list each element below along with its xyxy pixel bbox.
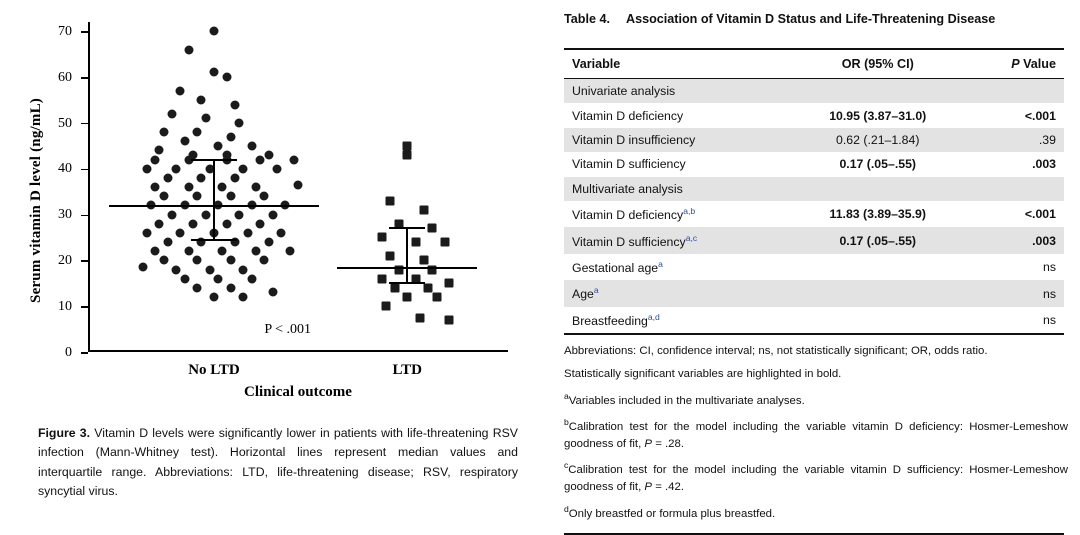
data-point bbox=[260, 256, 269, 265]
y-tick bbox=[58, 207, 88, 223]
x-axis-line bbox=[88, 350, 508, 352]
cell-variable: Vitamin D insufficiency bbox=[564, 128, 788, 152]
data-point bbox=[252, 247, 261, 256]
x-tick-label: LTD bbox=[392, 362, 422, 378]
cell-variable: Vitamin D sufficiency$^{a,c}$ bbox=[564, 227, 788, 253]
data-point bbox=[273, 164, 282, 173]
data-point bbox=[151, 155, 160, 164]
data-point bbox=[420, 256, 429, 265]
y-tick-label: 70 bbox=[58, 23, 72, 39]
cell-or bbox=[788, 280, 967, 306]
data-point bbox=[289, 155, 298, 164]
x-tick-label: No LTD bbox=[188, 362, 240, 378]
y-tick-label: 60 bbox=[58, 69, 72, 85]
footnote-marker: a bbox=[593, 285, 599, 296]
y-axis-title: Serum vitamin D level (ng/mL) bbox=[28, 98, 44, 303]
footnote-marker: c bbox=[564, 460, 569, 471]
data-point bbox=[138, 263, 147, 272]
y-tick-label: 40 bbox=[58, 161, 72, 177]
data-point bbox=[180, 137, 189, 146]
data-point bbox=[222, 73, 231, 82]
data-point bbox=[231, 100, 240, 109]
data-point bbox=[386, 196, 395, 205]
data-point bbox=[159, 256, 168, 265]
column-header-pvalue bbox=[967, 49, 1064, 79]
cell-or bbox=[788, 177, 967, 201]
data-point bbox=[189, 219, 198, 228]
iqr-cap bbox=[389, 282, 425, 284]
cell-variable: Vitamin D deficiency bbox=[572, 108, 684, 123]
data-point bbox=[235, 118, 244, 127]
data-point bbox=[243, 228, 252, 237]
iqr-cap bbox=[191, 239, 237, 241]
data-point bbox=[403, 141, 412, 150]
table-title-text: Association of Vitamin D Status and Life-Threatening Disease bbox=[625, 12, 996, 26]
p-value-annotation bbox=[264, 322, 311, 338]
data-point bbox=[155, 219, 164, 228]
table-row bbox=[564, 254, 1064, 280]
data-point bbox=[197, 173, 206, 182]
data-point bbox=[445, 315, 454, 324]
table-footnotes bbox=[564, 343, 1068, 529]
cell-pvalue: ns bbox=[1043, 260, 1056, 275]
data-point bbox=[390, 283, 399, 292]
y-axis-line bbox=[88, 22, 90, 352]
data-point bbox=[201, 210, 210, 219]
table-label: Table 4. bbox=[564, 12, 610, 26]
data-point bbox=[239, 164, 248, 173]
iqr-cap bbox=[191, 159, 237, 161]
data-point bbox=[197, 95, 206, 104]
iqr-cap bbox=[389, 227, 425, 229]
data-point bbox=[210, 68, 219, 77]
table-section-row bbox=[564, 177, 1064, 201]
footnote bbox=[564, 343, 1068, 360]
y-tick-label: 50 bbox=[58, 115, 72, 131]
data-point bbox=[176, 228, 185, 237]
data-point bbox=[155, 146, 164, 155]
scatter-plot bbox=[20, 8, 520, 408]
footnote-text: Variables included in the multivariate analyses. bbox=[568, 394, 805, 407]
cell-variable: Multivariate analysis bbox=[564, 177, 788, 201]
figure-caption-label: Figure 3. bbox=[38, 426, 91, 440]
data-point bbox=[226, 283, 235, 292]
data-point bbox=[277, 228, 286, 237]
data-point bbox=[142, 164, 151, 173]
cell-pvalue bbox=[967, 79, 1064, 104]
table-bottom-rule bbox=[564, 333, 1064, 335]
data-point bbox=[159, 128, 168, 137]
data-point bbox=[264, 238, 273, 247]
p-header-rest: Value bbox=[1019, 57, 1056, 71]
data-point bbox=[382, 302, 391, 311]
table-row bbox=[564, 307, 1064, 333]
data-point bbox=[235, 210, 244, 219]
cell-variable: Vitamin D sufficiency bbox=[572, 157, 686, 172]
footnote-marker: a,b bbox=[683, 206, 696, 217]
data-point bbox=[172, 265, 181, 274]
data-point bbox=[247, 274, 256, 283]
association-table bbox=[564, 48, 1064, 333]
footnote-marker: a bbox=[564, 390, 569, 401]
table-header-row bbox=[564, 49, 1064, 79]
data-point bbox=[172, 164, 181, 173]
y-tick-label: 10 bbox=[58, 298, 72, 314]
data-point bbox=[176, 86, 185, 95]
table-row bbox=[564, 152, 1064, 176]
data-point bbox=[441, 238, 450, 247]
figure-column bbox=[0, 0, 540, 516]
data-point bbox=[184, 45, 193, 54]
cell-pvalue: ns bbox=[967, 280, 1064, 306]
data-point bbox=[193, 128, 202, 137]
data-point bbox=[256, 155, 265, 164]
y-tick bbox=[65, 344, 88, 360]
plot-area bbox=[58, 22, 508, 378]
footnote-marker: d bbox=[564, 503, 569, 514]
cell-or bbox=[788, 79, 967, 104]
footnote-text: Calibration test for the model including the variable vitamin D sufficiency: Hosmer-Lemeshow goodness of fit, P = .42. bbox=[564, 464, 1068, 494]
data-point bbox=[415, 313, 424, 322]
y-tick-label: 20 bbox=[58, 253, 72, 269]
y-tick bbox=[58, 115, 88, 131]
y-tick bbox=[58, 69, 88, 85]
data-point bbox=[159, 192, 168, 201]
data-point bbox=[403, 293, 412, 302]
data-point bbox=[168, 109, 177, 118]
footnote-marker: a,d bbox=[647, 311, 660, 322]
cell-variable: Gestational age$^a$ bbox=[572, 259, 663, 276]
data-point bbox=[226, 256, 235, 265]
cell-variable: Univariate analysis bbox=[564, 79, 788, 104]
data-point bbox=[420, 205, 429, 214]
data-point bbox=[268, 210, 277, 219]
data-point bbox=[386, 251, 395, 260]
cell-or: 0.17 (.05–.55) bbox=[839, 157, 917, 172]
data-point bbox=[378, 274, 387, 283]
table-title bbox=[564, 12, 1072, 26]
footnote-text: Calibration test for the model including the variable vitamin D deficiency: Hosmer-Lemeshow goodness of fit, P = .28. bbox=[564, 420, 1068, 450]
cell-pvalue: .003 bbox=[967, 227, 1064, 253]
data-point bbox=[226, 192, 235, 201]
data-point bbox=[411, 238, 420, 247]
x-axis-title: Clinical outcome bbox=[244, 384, 352, 400]
cell-variable: Vitamin D deficiency$^{a,b}$ bbox=[572, 206, 696, 223]
cell-or: 0.17 (.05–.55) bbox=[788, 227, 967, 253]
footnote-marker: a bbox=[658, 259, 663, 269]
footnote bbox=[564, 503, 1068, 523]
data-point bbox=[260, 192, 269, 201]
footnote bbox=[564, 390, 1068, 410]
table-column bbox=[556, 0, 1080, 520]
data-point bbox=[193, 283, 202, 292]
cell-or: 0.62 (.21–1.84) bbox=[788, 128, 967, 152]
iqr-line bbox=[213, 160, 215, 240]
column-header-variable: Variable bbox=[564, 49, 788, 79]
table-row bbox=[564, 128, 1064, 152]
footnote-text: Abbreviations: CI, confidence interval; ns, not statistically significant; OR, odds ratio. bbox=[564, 345, 988, 357]
data-point bbox=[184, 183, 193, 192]
cell-variable: Breastfeeding$^{a,d}$ bbox=[572, 311, 660, 329]
data-point bbox=[294, 180, 303, 189]
data-point bbox=[163, 238, 172, 247]
footnote-marker: a,c bbox=[685, 232, 698, 243]
data-point bbox=[142, 228, 151, 237]
y-tick bbox=[58, 298, 88, 314]
table-section-row bbox=[564, 79, 1064, 104]
figure-caption bbox=[38, 424, 518, 502]
data-point bbox=[151, 183, 160, 192]
column-header-or: OR (95% CI) bbox=[788, 49, 967, 79]
table-row bbox=[564, 103, 1064, 127]
footnote bbox=[564, 366, 1068, 383]
data-point bbox=[268, 288, 277, 297]
cell-pvalue: .003 bbox=[1032, 157, 1056, 172]
data-point bbox=[151, 247, 160, 256]
y-tick-label: 0 bbox=[65, 344, 72, 360]
data-point bbox=[218, 247, 227, 256]
table-row bbox=[564, 280, 1064, 306]
cell-pvalue: .39 bbox=[967, 128, 1064, 152]
data-point bbox=[252, 183, 261, 192]
data-point bbox=[210, 27, 219, 36]
data-point bbox=[445, 279, 454, 288]
data-point bbox=[403, 150, 412, 159]
cell-or: 11.83 (3.89–35.9) bbox=[829, 207, 926, 222]
data-point bbox=[210, 293, 219, 302]
data-point bbox=[378, 233, 387, 242]
data-point bbox=[193, 256, 202, 265]
data-point bbox=[184, 247, 193, 256]
data-point bbox=[205, 265, 214, 274]
cell-or bbox=[788, 254, 967, 280]
data-point bbox=[226, 132, 235, 141]
figure-caption-text: Vitamin D levels were significantly lower in patients with life-threatening RSV infection (Mann-Whitney test). Horizontal lines represent median values and interquartile range. Abbreviations: LTD, life-threatening disease; RSV, respiratory syncytial virus. bbox=[38, 426, 518, 499]
data-point bbox=[264, 150, 273, 159]
data-point bbox=[222, 219, 231, 228]
data-point bbox=[201, 114, 210, 123]
cell-pvalue bbox=[967, 177, 1064, 201]
table-body bbox=[564, 79, 1064, 334]
footnote bbox=[564, 459, 1068, 496]
cell-pvalue: ns bbox=[1043, 312, 1056, 327]
footnote-text: Statistically significant variables are highlighted in bold. bbox=[564, 368, 842, 381]
data-point bbox=[218, 183, 227, 192]
data-point bbox=[247, 141, 256, 150]
p-italic: P < .001 bbox=[264, 322, 312, 338]
data-point bbox=[168, 210, 177, 219]
footnote bbox=[564, 416, 1068, 453]
table-row bbox=[564, 227, 1064, 253]
data-point bbox=[285, 247, 294, 256]
footnote-text: Only breastfed or formula plus breastfed. bbox=[568, 507, 776, 520]
data-point bbox=[163, 173, 172, 182]
y-tick bbox=[58, 161, 88, 177]
data-point bbox=[239, 293, 248, 302]
data-point bbox=[231, 173, 240, 182]
table-head bbox=[564, 49, 1064, 79]
data-point bbox=[256, 219, 265, 228]
footnote-marker: b bbox=[564, 416, 569, 427]
data-point bbox=[180, 274, 189, 283]
table-final-rule bbox=[564, 533, 1064, 535]
data-point bbox=[193, 192, 202, 201]
y-tick bbox=[58, 253, 88, 269]
cell-or: 10.95 (3.87–31.0) bbox=[829, 108, 927, 123]
p-italic-header: P bbox=[1011, 57, 1020, 71]
data-point bbox=[214, 141, 223, 150]
data-point bbox=[424, 283, 433, 292]
cell-or bbox=[788, 307, 967, 333]
y-tick-label: 30 bbox=[58, 207, 72, 223]
iqr-line bbox=[406, 228, 408, 283]
data-point bbox=[239, 265, 248, 274]
cell-variable: Age$^a$ bbox=[564, 280, 788, 306]
data-point bbox=[432, 293, 441, 302]
table-row bbox=[564, 201, 1064, 227]
data-point bbox=[214, 274, 223, 283]
cell-pvalue: <.001 bbox=[1024, 207, 1056, 222]
y-tick bbox=[58, 23, 88, 39]
cell-pvalue: <.001 bbox=[1024, 108, 1056, 123]
data-point bbox=[428, 224, 437, 233]
